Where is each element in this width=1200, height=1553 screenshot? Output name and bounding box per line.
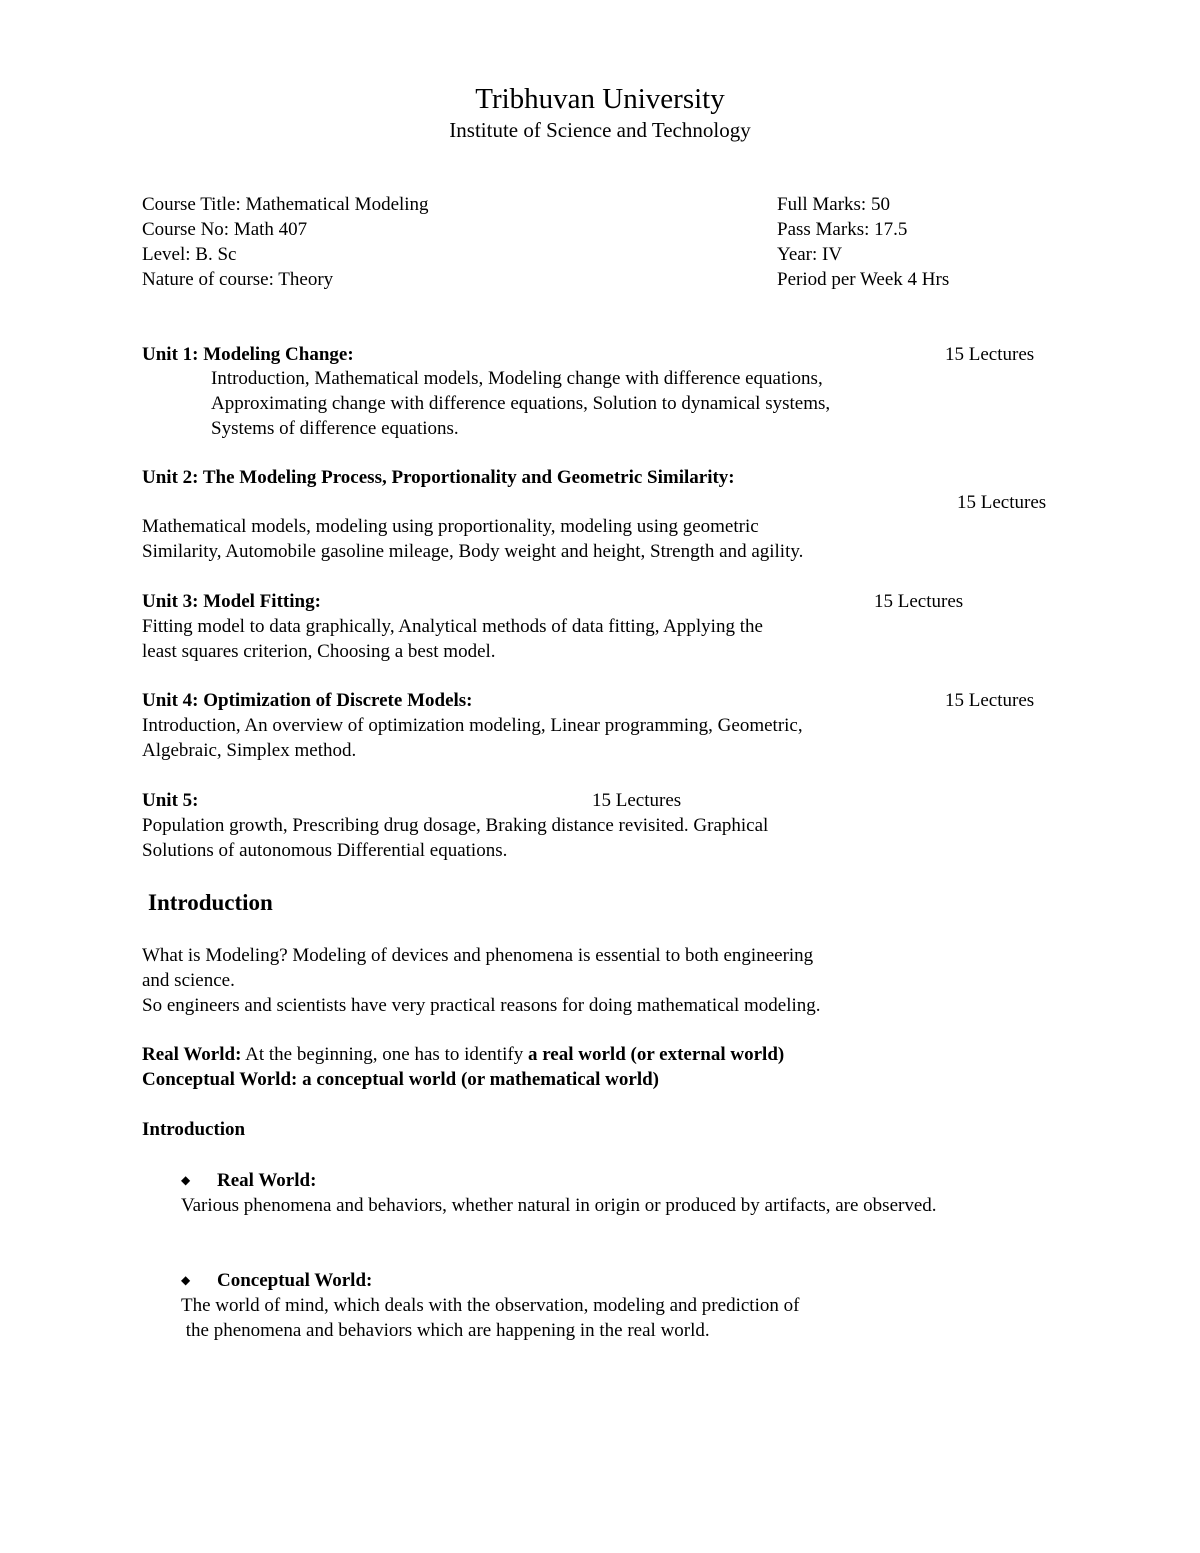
- introduction-heading: Introduction: [148, 890, 273, 915]
- unit-1-title: Unit 1: Modeling Change:: [142, 344, 354, 365]
- real-world-line: [142, 1042, 784, 1067]
- unit-2-line: Similarity, Automobile gasoline mileage, Body weight and height, Strength and agility.: [142, 541, 804, 562]
- introduction-subheading: Introduction: [142, 1119, 246, 1140]
- bullet-real-world-title: Real World:: [217, 1170, 317, 1191]
- bullet-conceptual-world-line: the phenomena and behaviors which are happening in the real world.: [181, 1320, 710, 1341]
- bullet-diamond-icon: ◆: [181, 1173, 191, 1187]
- unit-1-line: Systems of difference equations.: [211, 418, 459, 439]
- university-title: Tribhuvan University: [475, 83, 725, 115]
- unit-2-line: Mathematical models, modeling using proportionality, modeling using geometric: [142, 516, 759, 537]
- real-world-bold: a real world (or external world): [527, 1044, 785, 1065]
- bullet-conceptual-world-title: Conceptual World:: [217, 1270, 373, 1291]
- unit-1-line: Introduction, Mathematical models, Modeling change with difference equations,: [211, 368, 823, 389]
- pass-marks: Pass Marks: 17.5: [777, 219, 908, 240]
- unit-3-line: Fitting model to data graphically, Analytical methods of data fitting, Applying the: [142, 616, 763, 637]
- conceptual-world-line: Conceptual World: a conceptual world (or mathematical world): [142, 1069, 660, 1090]
- unit-3-lectures: 15 Lectures: [874, 591, 964, 612]
- course-year: Year: IV: [777, 244, 843, 265]
- unit-5-line: Solutions of autonomous Differential equations.: [142, 840, 508, 861]
- unit-3-title: Unit 3: Model Fitting:: [142, 591, 321, 612]
- full-marks: Full Marks: 50: [777, 194, 890, 215]
- course-nature: Nature of course: Theory: [142, 269, 334, 290]
- unit-2-title: Unit 2: The Modeling Process, Proportionality and Geometric Similarity:: [142, 467, 735, 488]
- unit-1-lectures: 15 Lectures: [945, 344, 1035, 365]
- unit-5-title: Unit 5:: [142, 790, 199, 811]
- institute-subtitle: Institute of Science and Technology: [449, 118, 751, 142]
- unit-2-lectures: 15 Lectures: [957, 492, 1047, 513]
- course-number: Course No: Math 407: [142, 219, 308, 240]
- bullet-real-world-line: Various phenomena and behaviors, whether natural in origin or produced by artifacts, are observed.: [181, 1195, 937, 1216]
- unit-4-line: Algebraic, Simplex method.: [142, 740, 357, 761]
- intro-para-line: So engineers and scientists have very practical reasons for doing mathematical modeling.: [142, 995, 821, 1016]
- bullet-conceptual-world-line: The world of mind, which deals with the observation, modeling and prediction of: [181, 1295, 800, 1316]
- unit-3-line: least squares criterion, Choosing a best model.: [142, 641, 496, 662]
- real-world-text: At the beginning, one has to identify: [241, 1044, 528, 1065]
- unit-4-lectures: 15 Lectures: [945, 690, 1035, 711]
- intro-para-line: What is Modeling? Modeling of devices and phenomena is essential to both engineering: [142, 945, 814, 966]
- unit-1-line: Approximating change with difference equations, Solution to dynamical systems,: [211, 393, 831, 414]
- unit-5-line: Population growth, Prescribing drug dosage, Braking distance revisited. Graphical: [142, 815, 769, 836]
- real-world-label: Real World:: [142, 1044, 242, 1065]
- unit-5-lectures: 15 Lectures: [592, 790, 682, 811]
- course-title: Course Title: Mathematical Modeling: [142, 194, 429, 215]
- period-per-week: Period per Week 4 Hrs: [777, 269, 950, 290]
- intro-para-line: and science.: [142, 970, 235, 991]
- unit-4-title: Unit 4: Optimization of Discrete Models:: [142, 690, 473, 711]
- course-level: Level: B. Sc: [142, 244, 237, 265]
- bullet-diamond-icon: ◆: [181, 1273, 191, 1287]
- unit-4-line: Introduction, An overview of optimization modeling, Linear programming, Geometric,: [142, 715, 803, 736]
